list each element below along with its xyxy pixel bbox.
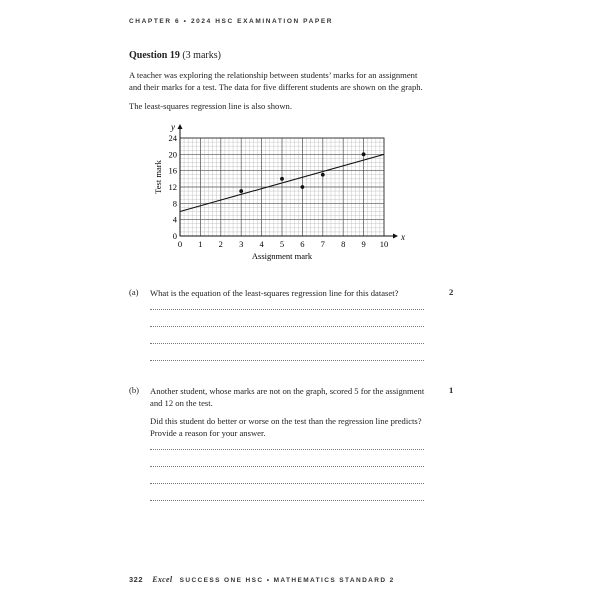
part-a-answer-line-3[interactable] bbox=[150, 343, 424, 344]
chapter-label: CHAPTER 6 bbox=[129, 18, 181, 25]
x-tick-label: 8 bbox=[341, 239, 346, 249]
y-axis-label: Test mark bbox=[153, 160, 163, 194]
part-a-answer-line-1[interactable] bbox=[150, 309, 424, 310]
header-separator: • bbox=[183, 18, 188, 25]
data-point bbox=[239, 189, 243, 193]
series-name: SUCCESS ONE HSC bbox=[179, 577, 264, 584]
y-tick-label: 12 bbox=[168, 182, 177, 192]
x-axis-symbol: x bbox=[401, 232, 405, 242]
x-tick-label: 6 bbox=[300, 239, 305, 249]
x-tick-label: 0 bbox=[177, 239, 183, 249]
y-tick-label: 16 bbox=[168, 165, 177, 176]
x-tick-label: 5 bbox=[279, 239, 285, 249]
part-a-answer-line-2[interactable] bbox=[150, 326, 424, 327]
question-marks-note: (3 marks) bbox=[182, 50, 221, 61]
brand-name: Excel bbox=[152, 575, 173, 584]
part-a-text: What is the equation of the least-squares regression line for this dataset? bbox=[150, 288, 399, 298]
subject-name: MATHEMATICS STANDARD 2 bbox=[273, 577, 395, 584]
part-b-label: (b) bbox=[129, 385, 140, 395]
part-a-marks: 2 bbox=[449, 287, 454, 297]
y-tick-label: 4 bbox=[172, 214, 177, 225]
question-number: Question 19 bbox=[129, 50, 180, 61]
part-a-answer-line-4[interactable] bbox=[150, 360, 424, 361]
data-point bbox=[321, 173, 325, 177]
y-tick-label: 20 bbox=[168, 149, 177, 160]
footer-separator: • bbox=[266, 577, 271, 584]
part-b-text bbox=[150, 385, 440, 409]
x-axis-label: Assignment mark bbox=[251, 251, 313, 261]
running-header bbox=[129, 18, 333, 25]
x-axis-arrow bbox=[393, 234, 398, 239]
intro-line-2: and their marks for a test. The data for five different students are shown on the graph. bbox=[129, 82, 423, 92]
part-b-answer-line-4[interactable] bbox=[150, 500, 424, 501]
part-b-marks: 1 bbox=[449, 385, 454, 395]
scatter-chart bbox=[150, 118, 410, 268]
x-tick-label: 4 bbox=[259, 239, 264, 249]
regression-note: The least-squares regression line is also shown. bbox=[129, 101, 293, 111]
y-axis-arrow bbox=[178, 124, 183, 129]
data-point bbox=[362, 152, 366, 156]
x-tick-label: 1 bbox=[198, 239, 203, 249]
part-b-question bbox=[150, 415, 440, 439]
part-b-answer-line-2[interactable] bbox=[150, 466, 424, 467]
data-point bbox=[280, 177, 284, 181]
y-tick-label: 8 bbox=[172, 198, 177, 209]
part-b-answer-line-3[interactable] bbox=[150, 483, 424, 484]
x-tick-label: 2 bbox=[218, 239, 223, 249]
y-axis-symbol: y bbox=[171, 122, 175, 132]
part-b-line-2: and 12 on the test. bbox=[150, 398, 213, 408]
x-tick-label: 7 bbox=[320, 239, 325, 249]
part-b-answer-line-1[interactable] bbox=[150, 449, 424, 450]
part-b-line-3: Did this student do better or worse on the test than the regression line predicts? bbox=[150, 416, 422, 426]
part-a-label: (a) bbox=[129, 287, 139, 297]
x-tick-label: 3 bbox=[239, 239, 244, 249]
x-tick-label: 10 bbox=[379, 239, 389, 249]
page-number: 322 bbox=[129, 575, 144, 584]
intro-line-1: A teacher was exploring the relationship between students’ marks for an assignment bbox=[129, 70, 418, 80]
y-tick-label: 24 bbox=[168, 133, 177, 143]
y-tick-label: 0 bbox=[172, 231, 177, 241]
exam-paper-label: 2024 HSC EXAMINATION PAPER bbox=[190, 18, 334, 25]
question-title bbox=[129, 50, 221, 61]
x-tick-label: 9 bbox=[361, 239, 366, 249]
question-intro bbox=[129, 69, 449, 93]
running-footer bbox=[129, 575, 395, 584]
chart-major-grid bbox=[180, 138, 384, 236]
part-b-line-1: Another student, whose marks are not on the graph, scored 5 for the assignment bbox=[150, 386, 425, 396]
part-b-line-4: Provide a reason for your answer. bbox=[150, 428, 266, 438]
data-point bbox=[301, 185, 305, 189]
